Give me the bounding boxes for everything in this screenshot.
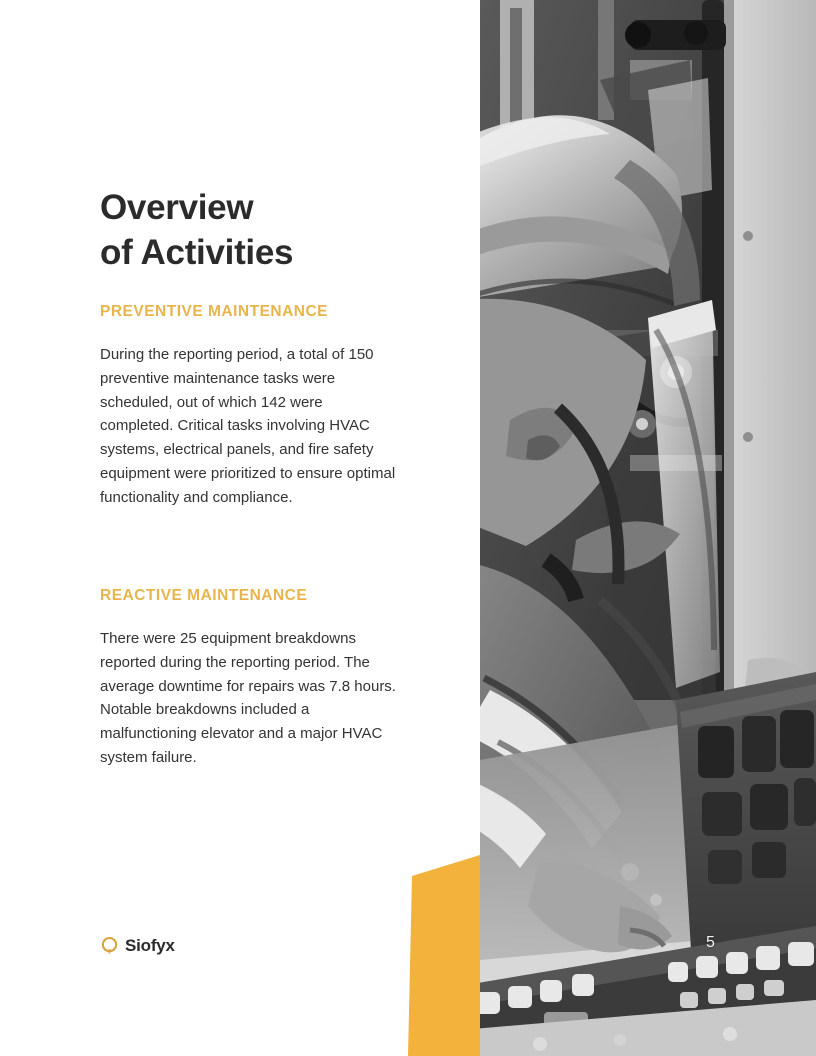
- section-body-preventive: During the reporting period, a total of 150 preventive maintenance tasks were scheduled, out of which 142 were completed. Critical tasks involving HVAC systems, electrical panels, and fire safety equipment were prioritized to ensure optimal functionality and compliance.: [100, 346, 396, 506]
- brand-logo: [100, 936, 175, 956]
- speech-bubble-ring-icon: [100, 936, 119, 956]
- yellow-accent-shape: [400, 840, 490, 1056]
- brand-name: Siofyx: [125, 936, 175, 955]
- section-body-reactive: There were 25 equipment breakdowns reported during the reporting period. The average downtime for repairs was 7.8 hours. Notable breakdowns included a malfunctioning elevator and a major HVAC system failure.: [100, 630, 396, 766]
- section-heading-preventive: PREVENTIVE MAINTENANCE: [100, 303, 329, 320]
- page-title-line2: of Activities: [100, 233, 294, 273]
- page-title-line1: Overview: [100, 188, 254, 228]
- page-title: [100, 185, 420, 275]
- page-number: 5: [706, 934, 715, 951]
- section-reactive-maintenance: [100, 587, 420, 770]
- hero-photo: [480, 0, 816, 1056]
- section-heading-reactive: REACTIVE MAINTENANCE: [100, 587, 308, 604]
- section-preventive-maintenance: [100, 303, 420, 510]
- content-column: [100, 0, 400, 1056]
